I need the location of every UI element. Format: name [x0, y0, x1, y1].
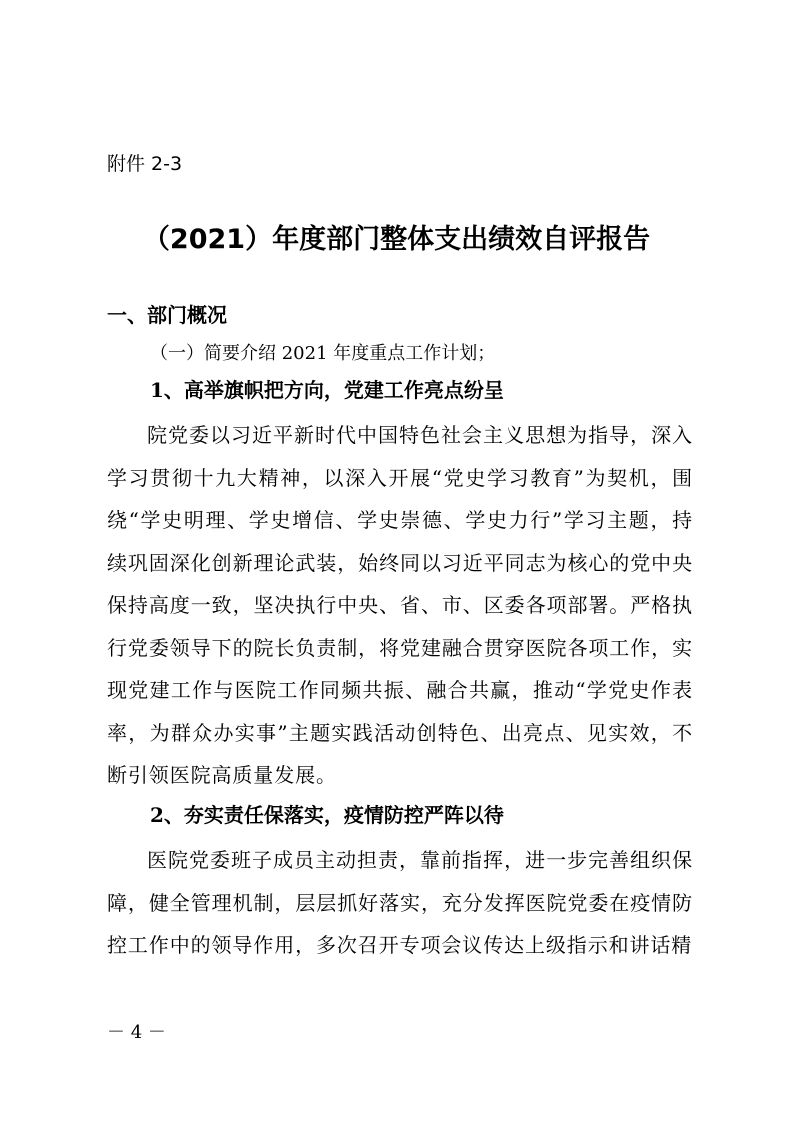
item-heading-party-building: 1、高举旗帜把方向，党建工作亮点纷呈 [150, 378, 504, 402]
subsection-heading-work-plan: （一）简要介绍 2021 年度重点工作计划； [150, 343, 496, 364]
item-heading-epidemic-control: 2、夯实责任保落实，疫情防控严阵以待 [150, 803, 504, 827]
section-heading-department-overview: 一、部门概况 [107, 303, 227, 327]
attachment-label: 附件 2-3 [107, 153, 183, 175]
paragraph-party-building: 院党委以习近平新时代中国特色社会主义思想为指导，深入学习贯彻十九大精神，以深入开展“党史学习教育”为契机，围绕“学史明理、学史增信、学史崇德、学史力行”学习主题，持续巩固深化创新理论武装，始终同以习近平同志为核心的党中央保持高度一致，坚决执行中央、省、市、区委各项部署。严格执行党委领导下的院长负责制，将党建融合贯穿医院各项工作，实现党建工作与医院工作同频共振、融合共赢，推动“学党史作表率，为群众办实事”主题实践活动创特色、出亮点、见实效，不断引领医院高质量发展。 [107, 423, 693, 787]
page-number: － 4 － [107, 1022, 166, 1043]
report-title: （2021）年度部门整体支出绩效自评报告 [142, 224, 651, 255]
paragraph-epidemic-control: 医院党委班子成员主动担责，靠前指挥，进一步完善组织保障，健全管理机制，层层抓好落实，充分发挥医院党委在疫情防控工作中的领导作用，多次召开专项会议传达上级指示和讲话精 [107, 848, 693, 957]
